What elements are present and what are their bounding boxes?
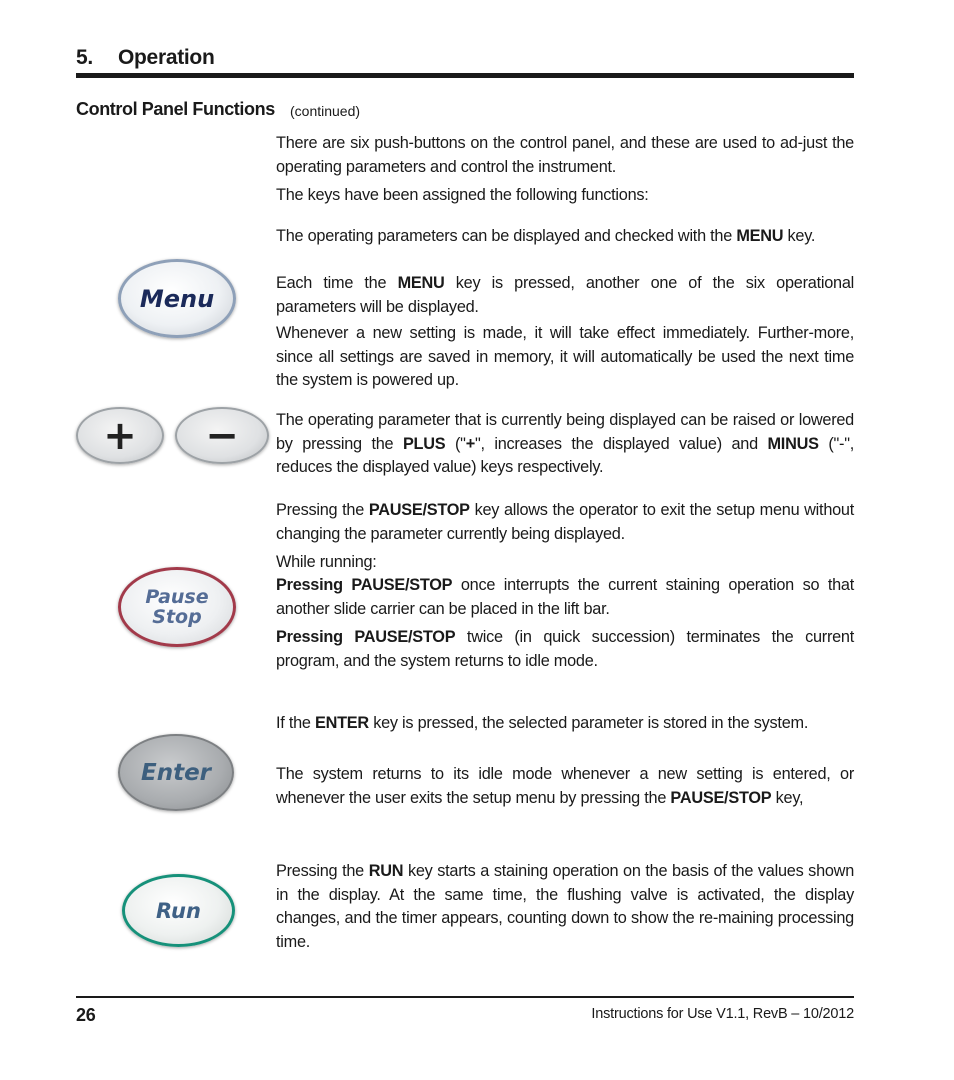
header-rule — [76, 73, 854, 78]
enter-key-image — [118, 734, 234, 811]
subheading: Control Panel Functions — [76, 99, 275, 119]
footer-rule — [76, 996, 854, 998]
run-key-label: Run — [156, 898, 201, 923]
section-header — [76, 46, 854, 72]
enter-paragraph-2: The system returns to its idle mode whenever a new setting is entered, or whenever the user exits the setup menu by pressing the PAUSE/STOP key, — [276, 765, 854, 807]
intro-paragraph-2: The keys have been assigned the following functions: — [276, 186, 649, 204]
menu-paragraph-3: Whenever a new setting is made, it will take effect immediately. Further-more, since all settings are saved in memory, it will automatically be used the next time the system is powered up. — [276, 324, 854, 389]
enter-key-label: Enter — [140, 759, 212, 786]
run-key-image — [122, 874, 235, 947]
section-number: 5. — [76, 46, 93, 69]
pause-paragraph-2: While running: — [276, 553, 377, 571]
menu-paragraph-1: The operating parameters can be displayed and checked with the MENU key. — [276, 227, 816, 245]
pause-paragraph-3: Pressing PAUSE/STOP once interrupts the current staining operation so that another slide carrier can be placed in the lift bar. — [276, 576, 854, 618]
pause-key-label-line2: Stop — [152, 606, 202, 628]
page-number: 26 — [76, 1005, 96, 1025]
intro-paragraph-1: There are six push-buttons on the control panel, and these are used to ad-just the operating parameters and control the instrument. — [276, 134, 854, 176]
menu-key-label: Menu — [139, 284, 215, 313]
enter-paragraph-1: If the ENTER key is pressed, the selected parameter is stored in the system. — [276, 714, 809, 732]
minus-key-image — [175, 407, 269, 464]
plus-key-image — [76, 407, 164, 464]
menu-paragraph-2: Each time the MENU key is pressed, another one of the six operational parameters will be displayed. — [276, 274, 854, 316]
pause-key-label-line1: Pause — [145, 586, 209, 608]
pause-paragraph-4: Pressing PAUSE/STOP twice (in quick succession) terminates the current program, and the system returns to idle mode. — [276, 628, 854, 670]
section-title: Operation — [118, 46, 215, 69]
plus-icon: + — [103, 412, 137, 459]
menu-key-image — [118, 259, 236, 338]
subheading-note: (continued) — [290, 103, 361, 119]
footer-doc-info: Instructions for Use V1.1, RevB – 10/2012 — [591, 1006, 854, 1022]
pause-paragraph-1: Pressing the PAUSE/STOP key allows the operator to exit the setup menu without changing the parameter currently being displayed. — [276, 501, 855, 543]
run-paragraph: Pressing the RUN key starts a staining operation on the basis of the values shown in the display. At the same time, the flushing valve is activated, the display changes, and the timer appears, counting down to show the re-maining processing time. — [276, 862, 854, 951]
minus-icon: − — [205, 412, 239, 459]
pause-stop-key-image — [118, 567, 236, 647]
plus-minus-paragraph: The operating parameter that is currently being displayed can be raised or lowered by pressing the PLUS ("+", increases the displayed value) and MINUS ("-", reduces the displayed value) keys respectively. — [276, 411, 854, 476]
